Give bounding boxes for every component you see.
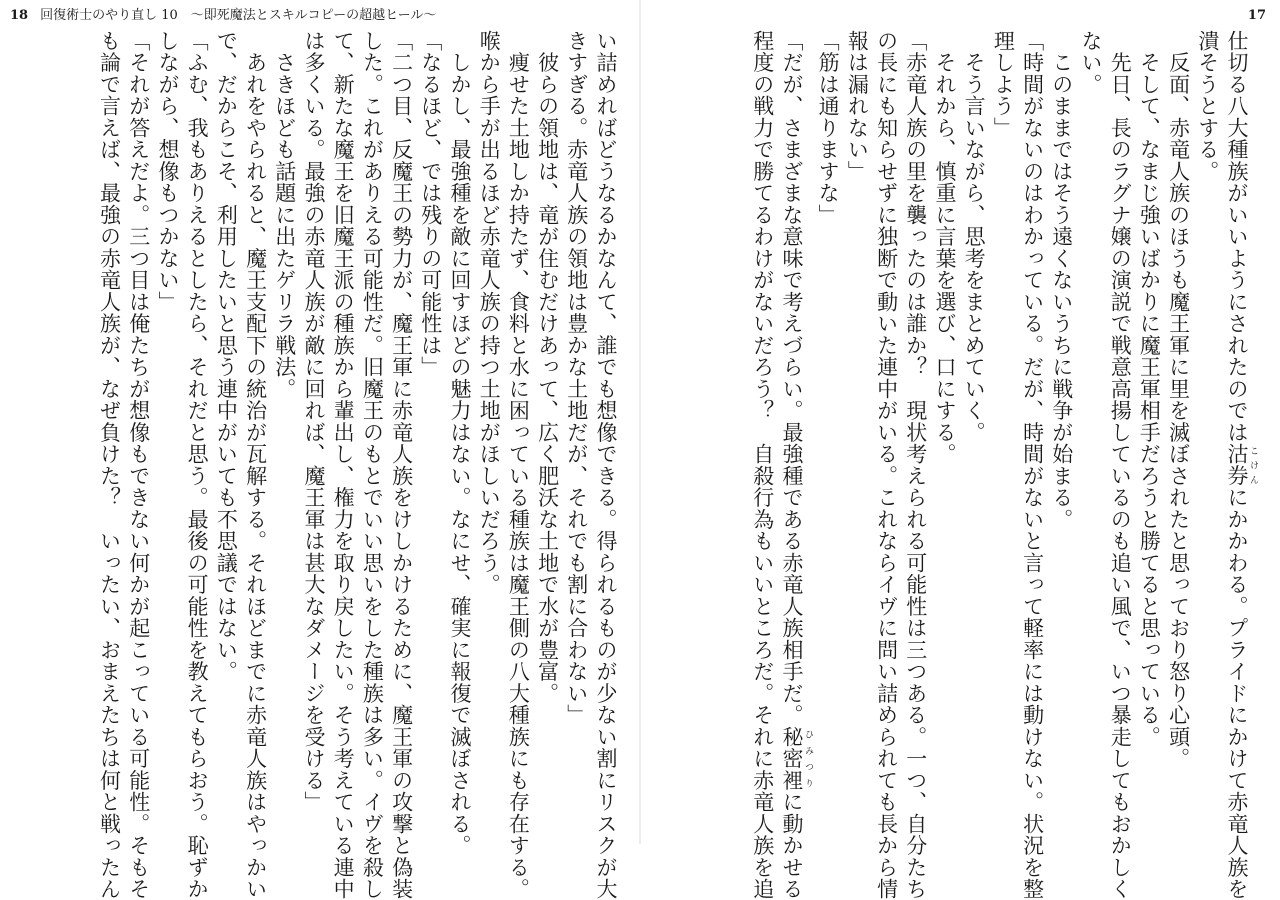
text-column: 「二つ目、反魔王の勢力が、魔王軍に赤竜人族をけしかけるために、魔王軍の攻撃と偽装	[389, 30, 414, 900]
running-header: 回復術士のやり直し 10 ～即死魔法とスキルコピーの超越ヒール～	[40, 8, 437, 23]
left-page-body	[20, 30, 620, 900]
text-column: 反面、赤竜人族のほうも魔王軍に里を滅ぼされたと思っており怒り心頭。	[1166, 30, 1191, 770]
text-column: 報は漏れない」	[845, 30, 870, 183]
furigana-reading: ひみつり	[802, 726, 813, 792]
text-column: 彼らの領地は、竜が住むだけあって、広く肥沃な土地で水が豊富。	[535, 30, 560, 705]
text-column: 「赤竜人族の里を襲ったのは誰か？ 現状考えられる可能性は三つある。一つ、自分たち	[903, 30, 928, 900]
text-column: 程度の戦力で勝てるわけがないだろう？ 自殺行為もいいところだ。それに赤竜人族を追	[750, 30, 775, 900]
text-column: も論で言えば、最強の赤竜人族が、なぜ負けた？ いったい、おまえたちは何と戦ったん	[97, 30, 122, 900]
text-column: 「それが答えだよ。三つ目は俺たちが想像もできない何かが起こっている可能性。そもそ	[126, 30, 151, 900]
furigana-himitsuri: 秘密裡 ひみつり	[779, 726, 813, 792]
right-page	[640, 0, 1280, 900]
text-column: しながら、想像もつかない」	[155, 30, 180, 313]
text-column: は多くいる。最強の赤竜人族が敵に回れば、魔王軍は甚大なダメージを受ける」	[301, 30, 326, 813]
text-column: それから、慎重に言葉を選び、口にする。	[932, 30, 957, 465]
text-column: さきほども話題に出たゲリラ戦法。	[272, 30, 297, 400]
furigana-kouken: 沽券 こけん	[1225, 443, 1258, 487]
text-column: い詰めればどうなるかなんて、誰でも想像できる。得られるものが少ない割にリスクが大	[594, 30, 618, 900]
text-column: で、だからこそ、利用したいと思う連中がいても不思議ではない。	[214, 30, 239, 683]
left-page-number: 18	[10, 8, 29, 23]
left-page-header	[10, 8, 436, 24]
text-column: した。これがありえる可能性だ。旧魔王のもとでいい思いをした種族は多い。イヴを殺し	[360, 30, 385, 900]
right-page-number: 17	[1247, 8, 1266, 23]
text-column: このままではそう遠くないうちに戦争が始まる。	[1049, 30, 1074, 531]
text-column: 「時間がないのはわかっている。だが、時間がないと言って軽率には動けない。状況を整	[1020, 30, 1045, 900]
text-column: そう言いながら、思考をまとめていく。	[962, 30, 987, 444]
text-column: 喉から手が出るほど赤竜人族の持つ土地がほしいだろう。	[477, 30, 502, 596]
text-column: ない。	[1078, 30, 1103, 96]
text-column: 「なるほど、では残りの可能性は」	[418, 30, 443, 378]
text-column: しかし、最強種を敵に回すほどの魅力はない。なにせ、確実に報復で滅ぼされる。	[447, 30, 472, 857]
furigana-reading: こけん	[1248, 443, 1258, 487]
text-column: そして、なまじ強いばかりに魔王軍相手だろうと勝てると思っている。	[1137, 30, 1162, 748]
text-column: 「筋は通りますな」	[816, 30, 841, 226]
text-column: 痩せた土地しか持たず、食料と水に困っている種族は魔王側の八大種族にも存在する。	[506, 30, 531, 900]
text-column: て、新たな魔王を旧魔王派の種族から輩出し、権力を取り戻したい。そう考えている連中	[331, 30, 356, 900]
text-column: 「だが、さまざまな意味で考えづらい。最強種である赤竜人族相手だ。秘密裡 ひみつりに動かせる	[779, 30, 813, 900]
text-column: 仕切る八大種族がいいようにされたのでは沽券 こけんにかかわる。プライドにかけて赤竜人族を	[1225, 30, 1258, 900]
text-column: 「ふむ、我もありえるとしたら、それだと思う。最後の可能性を教えてもらおう。恥ずか	[185, 30, 210, 900]
text-column: 先日、長のラグナ嬢の演説で戦意高揚しているのも追い風で、いつ暴走してもおかしく	[1108, 30, 1133, 900]
text-column: の長にも知らせずに独断で動いた連中がいる。これならイヴに問い詰められても長から情	[874, 30, 899, 900]
text-column: 理しよう」	[991, 30, 1016, 139]
right-page-body	[660, 30, 1258, 900]
text-column: 潰そうとする。	[1195, 30, 1220, 183]
text-column: きすぎる。赤竜人族の領地は豊かな土地だが、それでも割に合わない」	[564, 30, 589, 726]
text-column: あれをやられると、魔王支配下の統治が瓦解する。それほどまでに赤竜人族はやっかい	[243, 30, 268, 900]
